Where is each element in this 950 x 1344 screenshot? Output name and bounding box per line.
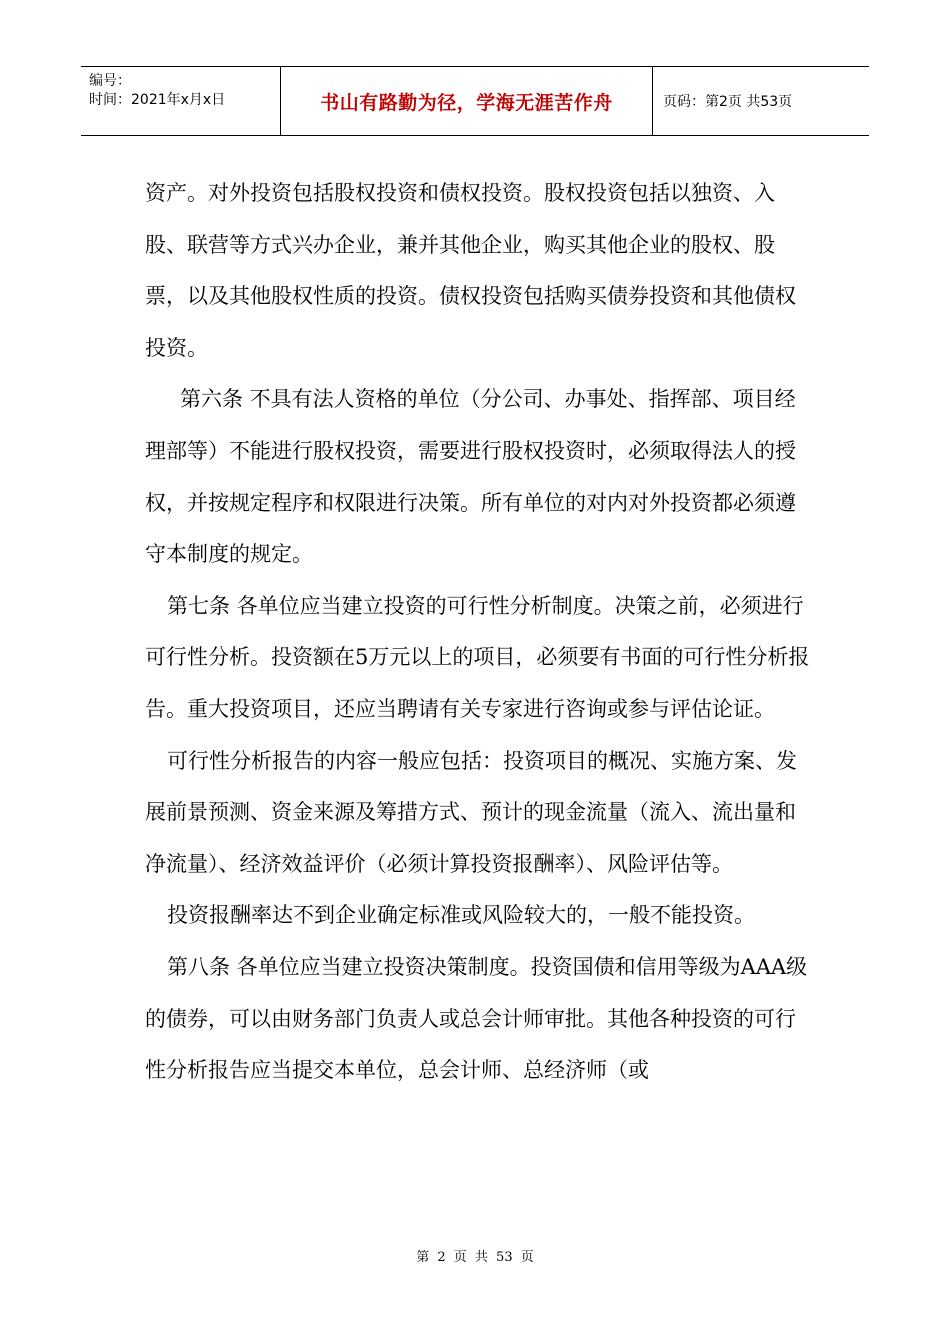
header-page-cell	[653, 67, 869, 135]
page-info: 页码：第2页 共53页	[663, 94, 793, 110]
number-label: 编号：	[89, 73, 131, 89]
paragraph-article-7: 第七条 各单位应当建立投资的可行性分析制度。决策之前，必须进行可行性分析。投资额在5万元以上的项目，必须要有书面的可行性分析报告。重大投资项目，还应当聘请有关专家进行咨询或参与评估论证。	[145, 593, 810, 721]
paragraph-continuation: 资产。对外投资包括股权投资和债权投资。股权投资包括以独资、入股、联营等方式兴办企业，兼并其他企业，购买其他企业的股权、股票，以及其他股权性质的投资。债权投资包括购买债券投资和其他债权投资。	[145, 181, 796, 360]
header-meta-cell	[81, 67, 281, 135]
header-motto-cell	[281, 67, 653, 135]
paragraph-article-8: 第八条 各单位应当建立投资决策制度。投资国债和信用等级为AAA级的债券，可以由财务部门负责人或总会计师审批。其他各种投资的可行性分析报告应当提交本单位，总会计师、总经济师（或	[145, 954, 808, 1083]
page-footer: 第 2 页 共 53 页	[416, 1250, 534, 1265]
paragraph-return-rate: 投资报酬率达不到企业确定标准或风险较大的，一般不能投资。	[167, 903, 755, 928]
motto-text: 书山有路勤为径，学海无涯苦作舟	[320, 91, 613, 114]
date-label: 时间：2021年x月x日	[89, 92, 226, 108]
paragraph-article-6: 第六条 不具有法人资格的单位（分公司、办事处、指挥部、项目经理部等）不能进行股权投资，需要进行股权投资时，必须取得法人的授权，并按规定程序和权限进行决策。所有单位的对内对外投资都必须遵守本制度的规定。	[145, 387, 796, 567]
header-table	[81, 66, 869, 136]
paragraph-feasibility-content: 可行性分析报告的内容一般应包括：投资项目的概况、实施方案、发展前景预测、资金来源及筹措方式、预计的现金流量（流入、流出量和净流量）、经济效益评价（必须计算投资报酬率）、风险评估等。	[145, 748, 797, 876]
document-body	[145, 168, 810, 1097]
